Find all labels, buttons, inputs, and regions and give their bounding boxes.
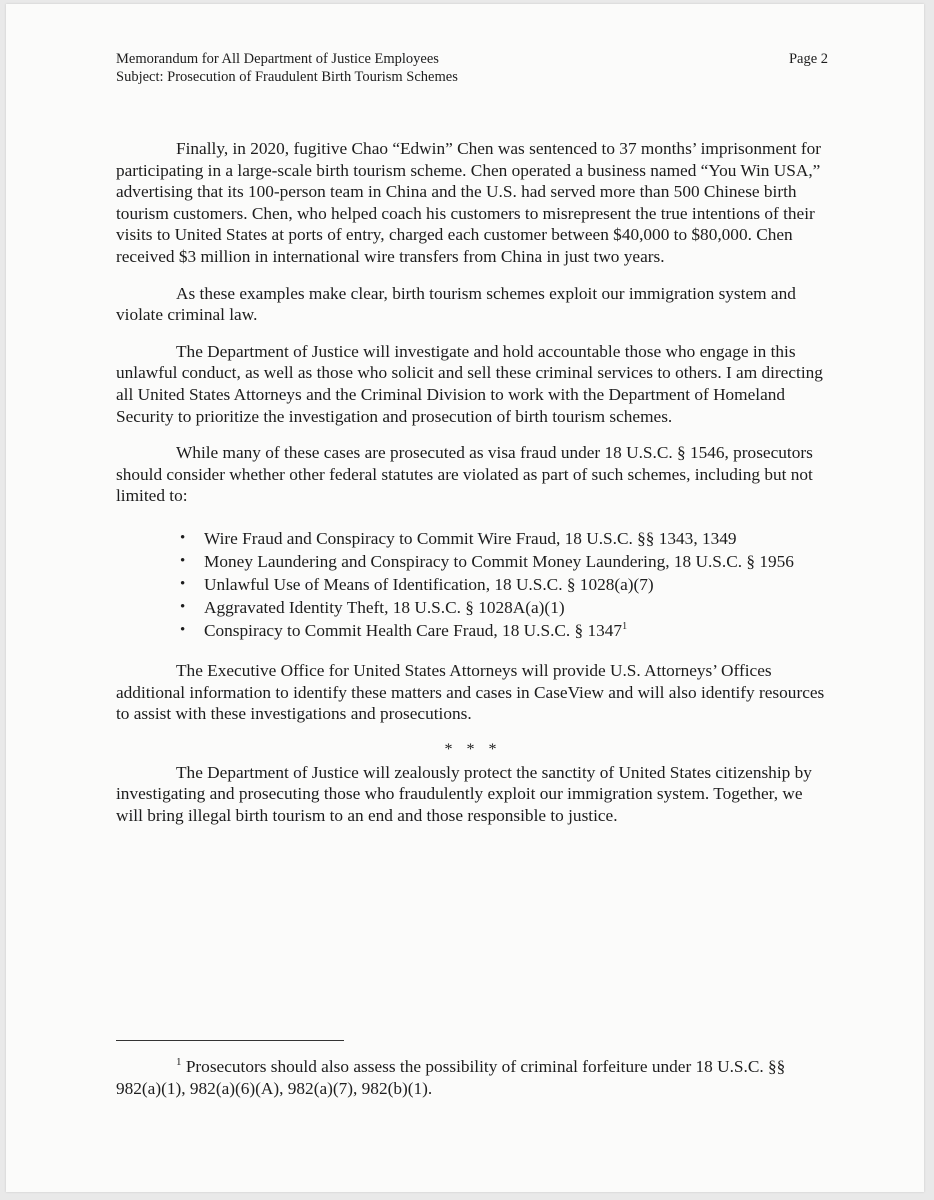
- statute-text: Aggravated Identity Theft, 18 U.S.C. § 1028A(a)(1): [204, 597, 565, 617]
- list-item: [180, 550, 830, 573]
- memo-page: [6, 4, 924, 1192]
- list-item: [180, 596, 830, 619]
- footnote: [116, 1056, 830, 1100]
- bullet-icon: •: [180, 529, 186, 546]
- statute-text: Conspiracy to Commit Health Care Fraud, 18 U.S.C. § 1347: [204, 620, 623, 640]
- footnote-number: 1: [176, 1056, 182, 1069]
- footnote-reference: 1: [622, 621, 628, 633]
- bullet-icon: •: [180, 598, 186, 615]
- bullet-icon: •: [180, 621, 186, 638]
- footnote-text: Prosecutors should also assess the possibility of criminal forfeiture under 18 U.S.C. §§ 982(a)(1), 982(a)(6)(A), 982(a)(7), 982(b)(1).: [116, 1057, 786, 1098]
- footnote-divider: [116, 1040, 344, 1041]
- bullet-icon: •: [180, 552, 186, 569]
- paragraph-examples-summary: As these examples make clear, birth tourism schemes exploit our immigration system and violate criminal law.: [116, 283, 796, 325]
- memo-body: [116, 138, 830, 841]
- paragraph-eousa-support: The Executive Office for United States Attorneys will provide U.S. Attorneys’ Offices additional information to identify these matters and cases in CaseView and will also identify resources to assist with these investigations and prosecutions.: [116, 660, 825, 724]
- statute-text: Unlawful Use of Means of Identification, 18 U.S.C. § 1028(a)(7): [204, 574, 654, 594]
- memo-header: [116, 50, 458, 86]
- paragraph-doj-directive: The Department of Justice will investigate and hold accountable those who engage in this unlawful conduct, as well as those who solicit and sell these criminal services to others. I am directing all United States Attorneys and the Criminal Division to work with the Department of Homeland Security to prioritize the investigation and prosecution of birth tourism schemes.: [116, 341, 823, 426]
- paragraph-statutes-intro: While many of these cases are prosecuted as visa fraud under 18 U.S.C. § 1546, prosecutors should consider whether other federal statutes are violated as part of such schemes, including but not limited to:: [116, 443, 813, 506]
- memo-recipient-line: Memorandum for All Department of Justice Employees: [116, 51, 439, 67]
- statute-text: Money Laundering and Conspiracy to Commit Money Laundering, 18 U.S.C. § 1956: [204, 551, 794, 571]
- paragraph-conclusion: The Department of Justice will zealously protect the sanctity of United States citizenship by investigating and prosecuting those who fraudulently exploit our immigration system. Together, we will bring illegal birth tourism to an end and those responsible to justice.: [116, 762, 812, 825]
- memo-subject-line: Subject: Prosecution of Fraudulent Birth Tourism Schemes: [116, 69, 458, 85]
- list-item: [180, 619, 830, 642]
- section-separator: * * *: [444, 740, 502, 758]
- list-item: [180, 573, 830, 596]
- list-item: [180, 527, 830, 550]
- statute-list: [116, 527, 830, 642]
- paragraph-chen-case: Finally, in 2020, fugitive Chao “Edwin” Chen was sentenced to 37 months’ imprisonment for participating in a large-scale birth tourism scheme. Chen operated a business named “You Win USA,” advertising that its 100-person team in China and the U.S. had served more than 500 Chinese birth tourism customers. Chen, who helped coach his customers to misrepresent the true intentions of their visits to United States at ports of entry, charged each customer between $40,000 to $80,000. Chen received $3 million in international wire transfers from China in just two years.: [116, 139, 822, 266]
- page-number: Page 2: [788, 51, 828, 67]
- bullet-icon: •: [180, 575, 186, 592]
- statute-text: Wire Fraud and Conspiracy to Commit Wire Fraud, 18 U.S.C. §§ 1343, 1349: [204, 528, 737, 548]
